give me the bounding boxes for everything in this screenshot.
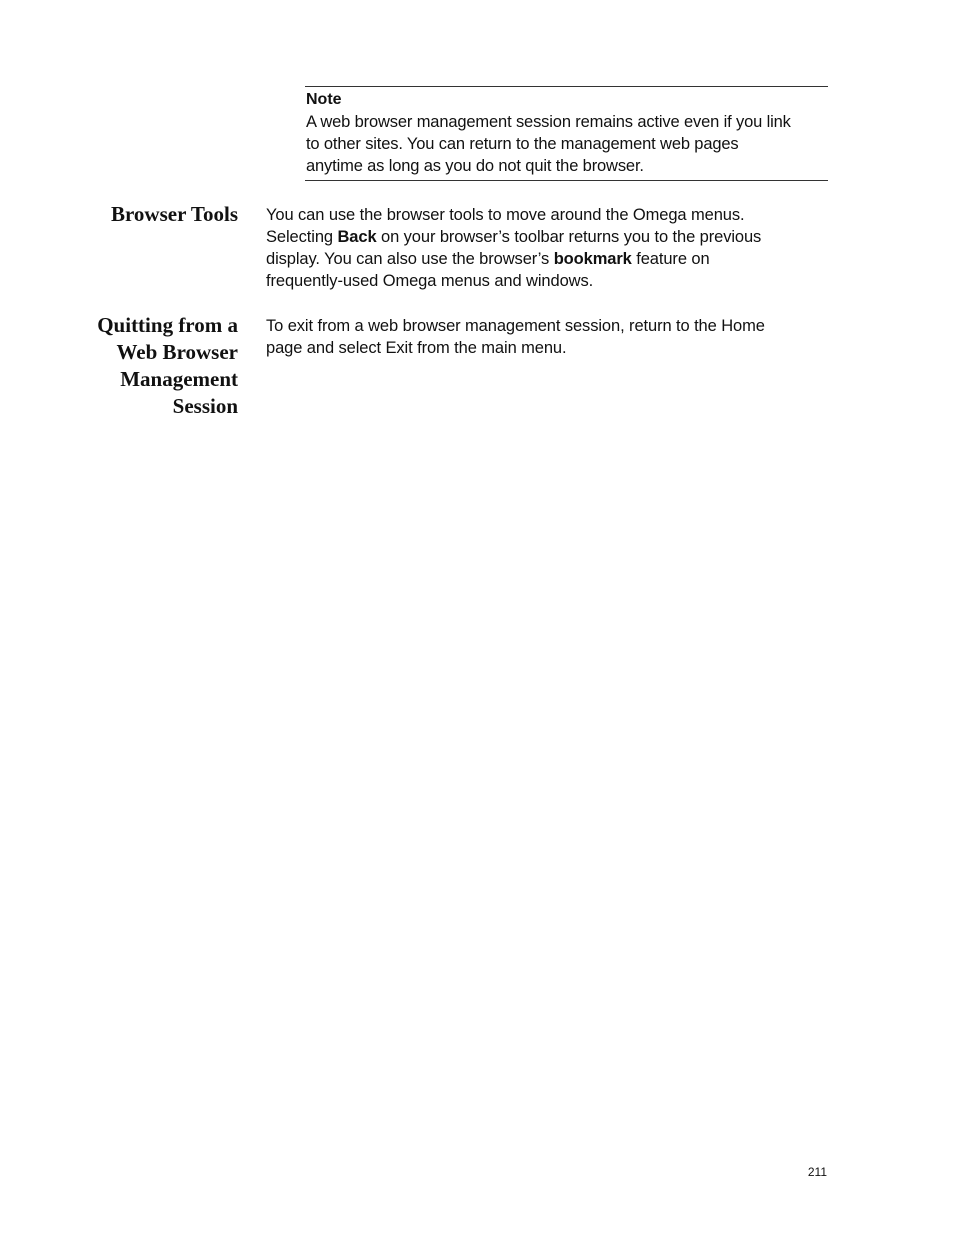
heading-line: Browser Tools	[110, 202, 238, 226]
body-text: feature on	[631, 250, 710, 268]
note-title: Note	[306, 91, 342, 108]
body-text: display. You can also use the browser’s	[266, 250, 554, 268]
section-body-quitting	[266, 315, 836, 359]
heading-line: Web Browser	[116, 340, 238, 364]
heading-line: Session	[172, 394, 238, 418]
page-number: 211	[807, 1165, 827, 1179]
body-line: You can use the browser tools to move around the Omega menus.	[266, 206, 745, 224]
note-box	[305, 86, 828, 181]
body-line	[266, 248, 836, 270]
body-line: page and select Exit from the main menu.	[266, 339, 567, 357]
section-heading-browser-tools	[18, 201, 238, 228]
heading-line: Quitting from a	[97, 313, 238, 337]
note-line: to other sites. You can return to the management web pages	[306, 135, 739, 153]
section-heading-quitting	[18, 312, 238, 420]
body-line: To exit from a web browser management session, return to the Home	[266, 317, 765, 335]
note-body	[306, 111, 828, 177]
section-body-browser-tools	[266, 204, 836, 292]
body-text: Selecting	[266, 228, 338, 246]
note-line: anytime as long as you do not quit the browser.	[306, 157, 644, 175]
bookmark-keyword: bookmark	[553, 250, 632, 268]
note-line: A web browser management session remains active even if you link	[306, 113, 791, 131]
body-text: on your browser’s toolbar returns you to the previous	[376, 228, 762, 246]
back-keyword: Back	[337, 228, 377, 246]
heading-line: Management	[120, 367, 238, 391]
body-line: frequently-used Omega menus and windows.	[266, 272, 594, 290]
body-line	[266, 226, 836, 248]
